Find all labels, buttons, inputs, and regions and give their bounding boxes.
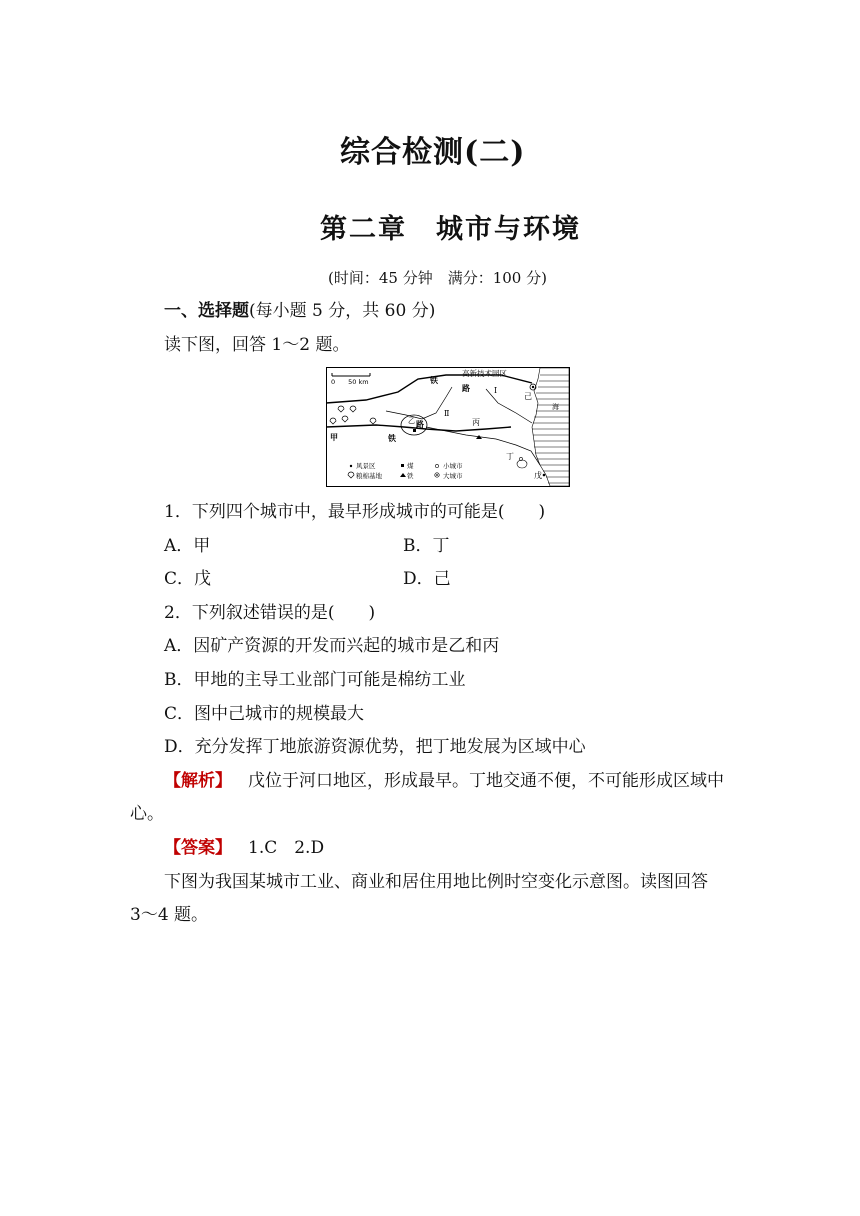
- region-map: [326, 367, 570, 487]
- legend-scenic: 风景区: [356, 462, 376, 470]
- answer-text: 1.C 2.D: [248, 838, 325, 858]
- question-1-option-d: D．己: [403, 569, 451, 589]
- map-scale: 0 50 km: [331, 378, 369, 386]
- map-label-bing: 丙: [472, 418, 480, 427]
- analysis-line-2: 心。: [130, 804, 164, 824]
- intro-text-2-line-2: 3～4 题。: [130, 905, 209, 925]
- analysis-text-1: 戊位于河口地区，形成最早。丁地交通不便，不可能形成区域中: [248, 771, 724, 791]
- question-2-option-c: C．图中己城市的规模最大: [164, 704, 365, 724]
- map-label-jia: 甲: [330, 432, 338, 442]
- intro-text-1: 读下图，回答 1～2 题。: [164, 335, 350, 355]
- question-2-option-d: D．充分发挥丁地旅游资源优势，把丁地发展为区域中心: [164, 737, 586, 757]
- legend-coal: 煤: [407, 462, 414, 470]
- answer-line: [164, 840, 324, 857]
- map-label-hightech: 高新技术园区: [462, 369, 507, 378]
- map-label-wu: 戊: [534, 471, 542, 480]
- map-label-tie-top: 铁: [430, 375, 438, 385]
- question-2-option-a: A．因矿产资源的开发而兴起的城市是乙和丙: [164, 636, 500, 656]
- legend-big-city: 大城市: [443, 472, 463, 480]
- legend-iron: 铁: [407, 472, 414, 480]
- question-2-option-b: B．甲地的主导工业部门可能是棉纺工业: [164, 670, 466, 690]
- scenic-icon: [543, 474, 546, 477]
- map-label-roman1: Ⅰ: [494, 386, 498, 395]
- map-label-hai: 海: [552, 403, 559, 411]
- intro-text-2-line-1: 下图为我国某城市工业、商业和居住用地比例时空变化示意图。读图回答: [164, 872, 708, 892]
- chapter-title: 第二章 城市与环境: [320, 214, 581, 245]
- map-label-ding: 丁: [506, 452, 514, 461]
- exam-meta: (时间：45 分钟 满分：100 分): [328, 269, 547, 287]
- map-label-tie-bottom: 铁: [388, 433, 396, 443]
- section-note: (每小题 5 分，共 60 分): [249, 301, 436, 321]
- page-title: 综合检测(二): [340, 135, 526, 170]
- section-heading: 一、选择题: [164, 301, 249, 321]
- coal-icon: [413, 429, 416, 432]
- map-label-lu-mid: 路: [416, 419, 424, 429]
- analysis-tag: 【解析】: [164, 771, 232, 791]
- section-header: [164, 303, 435, 320]
- analysis-line-1: [164, 773, 724, 790]
- answer-tag: 【答案】: [164, 838, 232, 858]
- question-1-stem: 1．下列四个城市中，最早形成城市的可能是( ): [164, 502, 546, 522]
- legend-small-city: 小城市: [443, 462, 463, 470]
- map-label-roman2: Ⅱ: [444, 409, 450, 418]
- question-1-option-b: B．丁: [403, 536, 450, 556]
- question-1-option-a: A．甲: [164, 536, 211, 556]
- question-2-stem: 2．下列叙述错误的是( ): [164, 603, 376, 623]
- map-label-lu-top: 路: [462, 383, 470, 393]
- map-label-ji: 己: [524, 392, 532, 401]
- question-1-option-c: C．戊: [164, 569, 212, 589]
- map-label-yi: 乙: [408, 417, 415, 425]
- legend-grain-cotton: 粮棉基地: [356, 472, 382, 480]
